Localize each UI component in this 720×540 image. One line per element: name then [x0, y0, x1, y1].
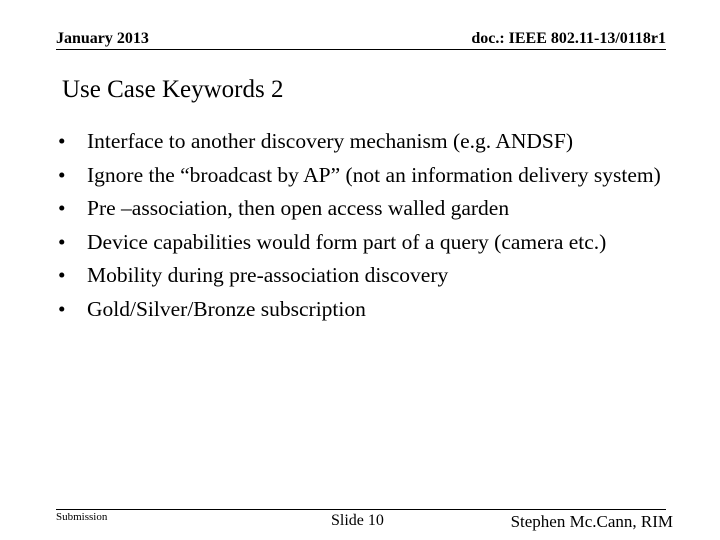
bullet-text: Ignore the “broadcast by AP” (not an information delivery system)	[87, 162, 661, 187]
bullet-item	[58, 226, 668, 258]
header-divider	[56, 49, 666, 50]
footer-author: Stephen Mc.Cann, RIM	[510, 512, 673, 531]
bullet-item	[58, 259, 668, 291]
header-doc-id: doc.: IEEE 802.11-13/0118r1	[471, 30, 666, 47]
footer-slide-number: Slide 10	[331, 512, 384, 529]
bullet-text: Interface to another discovery mechanism (e.g. ANDSF)	[87, 129, 573, 153]
footer-submission: Submission	[56, 511, 108, 523]
bullet-text: Pre –association, then open access walled garden	[87, 196, 510, 220]
header-date: January 2013	[56, 30, 149, 47]
bullet-dot-icon: •	[58, 263, 66, 287]
bullet-item	[58, 125, 668, 157]
slide-title: Use Case Keywords 2	[62, 76, 284, 103]
footer-divider	[56, 509, 666, 510]
bullet-dot-icon: •	[58, 229, 66, 254]
bullet-text: Gold/Silver/Bronze subscription	[87, 296, 366, 321]
bullet-dot-icon: •	[58, 196, 66, 220]
bullet-list	[58, 125, 668, 326]
bullet-item	[58, 159, 668, 191]
bullet-item	[58, 192, 668, 224]
bullet-text: Mobility during pre-association discovery	[87, 263, 449, 287]
bullet-dot-icon: •	[58, 129, 66, 153]
bullet-dot-icon: •	[58, 162, 66, 187]
bullet-dot-icon: •	[58, 296, 66, 321]
bullet-item	[58, 293, 668, 325]
bullet-text: Device capabilities would form part of a query (camera etc.)	[87, 229, 607, 254]
